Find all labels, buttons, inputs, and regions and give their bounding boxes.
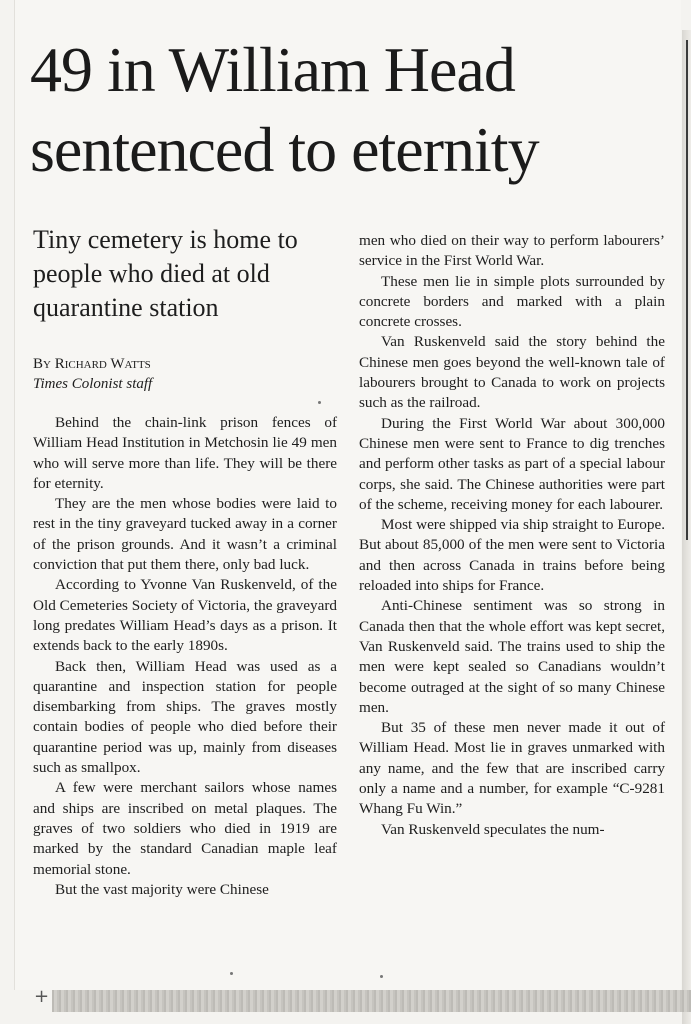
paragraph: Van Ruskenveld said the story behind the Chinese men goes beyond the well-known tale of labourers brought to Canada to work on projects such as the railroad. <box>359 333 665 412</box>
paragraph: These men lie in simple plots surrounded by concrete borders and marked with a plain concrete crosses. <box>359 272 665 331</box>
paragraph: A few were merchant sailors whose names and ships are inscribed on metal plaques. The graves of two soldiers who died in 1919 are marked by the standard Canadian maple leaf memorial stone. <box>33 779 337 878</box>
article-column-2 <box>359 231 665 840</box>
scan-speck <box>230 972 233 975</box>
paragraph: They are the men whose bodies were laid to rest in the tiny graveyard tucked away in a corner of the prison grounds. And it wasn’t a criminal conviction that put them there, only bad luck. <box>33 495 337 574</box>
byline-author: By Richard Watts <box>33 356 151 372</box>
scan-edge-strip <box>52 990 691 1012</box>
paragraph-continued: men who died on their way to perform labourers’ service in the First World War. <box>359 232 665 270</box>
paragraph: But the vast majority were Chinese <box>55 880 269 898</box>
paragraph: According to Yvonne Van Ruskenveld, of the Old Cemeteries Society of Victoria, the graveyard long predates William Head’s days as a prison. It extends back to the early 1890s. <box>33 576 337 655</box>
scan-speck <box>318 401 321 404</box>
headline: 49 in William Head sentenced to eternity <box>30 34 539 185</box>
paragraph: Behind the chain-link prison fences of William Head Institution in Metchosin lie 49 men who will serve more than life. They will be there for eternity. <box>33 414 337 492</box>
byline-affiliation: Times Colonist staff <box>33 376 153 392</box>
paragraph: Back then, William Head was used as a quarantine and inspection station for people disembarking from ships. The graves mostly contain bodies of people who died before their quarantine period was up, mainly from diseases such as smallpox. <box>33 657 337 777</box>
paragraph: Van Ruskenveld speculates the num- <box>381 820 605 838</box>
subheadline: Tiny cemetery is home to people who died at old quarantine station <box>33 225 298 322</box>
article-column-1 <box>33 413 337 900</box>
paragraph: But 35 of these men never made it out of William Head. Most lie in graves unmarked with any name, and the few that are inscribed carry only a name and a number, for example “C-9281 Whang Fu Win.” <box>359 719 665 818</box>
crop-mark: + <box>34 986 50 1007</box>
paragraph: Anti-Chinese sentiment was so strong in Canada then that the whole effort was kept secret, Van Ruskenveld said. The trains used to ship the men were kept sealed so Canadians wouldn’t become outraged at the sight of so many Chinese men. <box>359 597 665 716</box>
paragraph: Most were shipped via ship straight to Europe. But about 85,000 of the men were sent to Victoria and then across Canada in trains before being reloaded into ships for France. <box>359 516 665 595</box>
paragraph: During the First World War about 300,000 Chinese men were sent to France to dig trenches and perform other tasks as part of a special labour corps, she said. The Chinese authorities were part of the scheme, receiving money for each labourer. <box>359 414 665 513</box>
scan-speck <box>380 975 383 978</box>
byline <box>33 354 333 394</box>
adjacent-page-rule <box>686 40 688 540</box>
